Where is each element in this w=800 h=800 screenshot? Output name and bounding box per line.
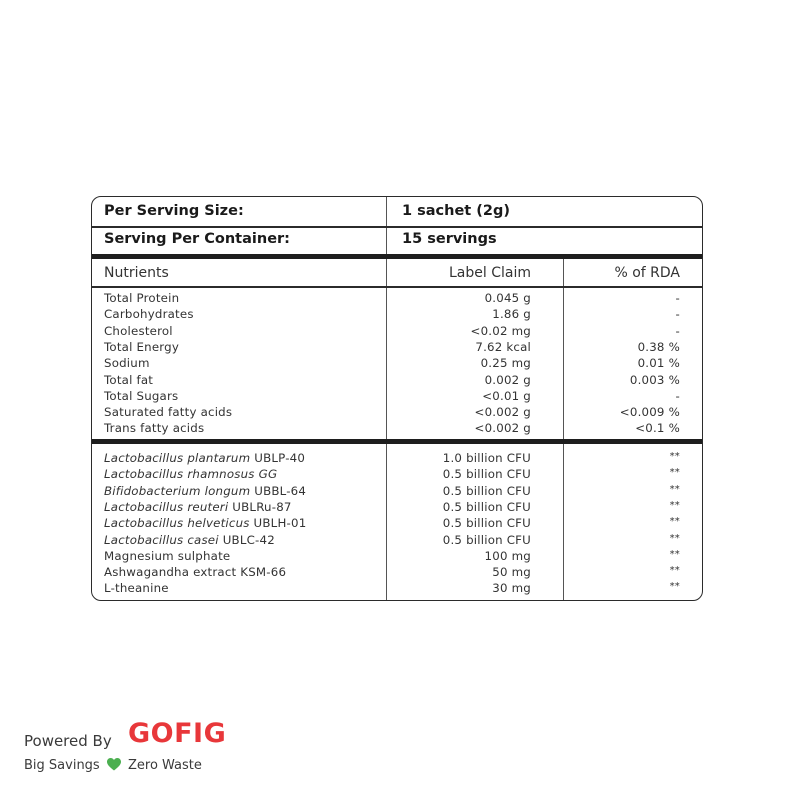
ingredient-claim: 0.5 billion CFU: [442, 467, 531, 482]
ingredient-rda: **: [669, 548, 680, 560]
ingredient-rda: **: [669, 532, 680, 544]
nutrient-claim: 7.62 kcal: [475, 339, 531, 354]
nutrient-name: Sodium: [104, 356, 150, 371]
ingredient-claim: 0.5 billion CFU: [442, 532, 531, 547]
serving-size-value: 1 sachet (2g): [402, 203, 511, 219]
nutrient-rda: 0.38 %: [637, 339, 680, 354]
ingredient-rda: **: [669, 581, 680, 593]
ingredient-name: [104, 549, 230, 563]
ingredient-claim: 100 mg: [484, 548, 531, 563]
ingredient-claim: 50 mg: [492, 565, 531, 580]
ingredient-name-italic: Bifidobacterium longum: [104, 483, 251, 498]
serving-size-label: Per Serving Size:: [104, 203, 244, 219]
nutrient-claim: <0.02 mg: [470, 323, 531, 338]
ingredient-rda: **: [669, 516, 680, 528]
ingredient-name: [104, 451, 305, 465]
nutrient-name: Total fat: [104, 372, 154, 387]
ingredient-name-italic: Lactobacillus rhamnosus GG: [104, 467, 278, 482]
ingredient-name-suffix: UBBL-64: [250, 483, 307, 498]
ingredient-name: [104, 565, 286, 579]
ingredient-claim: 30 mg: [492, 581, 531, 596]
nutrient-name: Total Sugars: [104, 388, 179, 403]
nutrient-name: Saturated fatty acids: [104, 405, 233, 420]
ingredient-name-suffix: UBLP-40: [250, 451, 306, 465]
nutrients-column-header: Nutrients: [104, 265, 169, 281]
nutrient-name: Total Protein: [104, 291, 180, 305]
ingredient-name-italic: Lactobacillus casei: [104, 532, 219, 547]
ingredient-name-italic: Lactobacillus helveticus: [104, 516, 250, 531]
servings-value: 15 servings: [402, 231, 497, 247]
header-divider: [92, 286, 702, 288]
nutrient-claim: 0.002 g: [484, 372, 531, 387]
row-divider: [92, 226, 702, 228]
nutrient-name: Trans fatty acids: [104, 421, 205, 436]
heart-icon: [107, 758, 121, 771]
nutrient-rda: -: [675, 291, 680, 305]
nutrient-claim: 1.86 g: [492, 307, 531, 322]
nutrient-rda: -: [675, 323, 680, 338]
ingredient-name-suffix: L-theanine: [104, 581, 169, 596]
nutrient-rda: 0.01 %: [637, 356, 680, 371]
ingredient-name: [104, 484, 306, 498]
ingredient-name-suffix: Ashwagandha extract KSM-66: [104, 565, 287, 580]
ingredient-claim: 0.5 billion CFU: [442, 516, 531, 531]
ingredient-name-italic: Lactobacillus reuteri: [104, 499, 229, 514]
brand-logo: GOFIG: [128, 718, 227, 749]
powered-by-text: Powered By: [24, 732, 112, 750]
section-divider: [92, 254, 702, 259]
nutrition-facts-table: [91, 196, 703, 601]
nutrient-name: Cholesterol: [104, 323, 173, 338]
servings-label: Serving Per Container:: [104, 231, 290, 247]
ingredient-name-suffix: Magnesium sulphate: [104, 548, 231, 563]
tagline-left: Big Savings: [24, 758, 100, 773]
column-divider-2: [563, 256, 564, 600]
ingredient-name: [104, 516, 306, 530]
ingredient-claim: 1.0 billion CFU: [442, 451, 531, 465]
section-divider: [92, 439, 702, 444]
nutrient-rda: 0.003 %: [629, 372, 680, 387]
nutrient-rda: <0.1 %: [635, 421, 680, 436]
ingredient-rda: **: [669, 565, 680, 577]
nutrient-rda: -: [675, 388, 680, 403]
nutrient-name: Carbohydrates: [104, 307, 194, 322]
ingredient-claim: 0.5 billion CFU: [442, 483, 531, 498]
nutrient-claim: <0.01 g: [482, 388, 531, 403]
nutrient-rda: <0.009 %: [619, 405, 680, 420]
ingredient-name-suffix: UBLC-42: [218, 532, 275, 547]
ingredient-name: [104, 467, 277, 481]
ingredient-rda: **: [669, 451, 680, 462]
nutrient-claim: 0.25 mg: [480, 356, 531, 371]
nutrient-name: Total Energy: [104, 339, 180, 354]
nutrient-rda: -: [675, 307, 680, 322]
ingredient-name: [104, 581, 169, 595]
ingredient-rda: **: [669, 467, 680, 479]
ingredient-rda: **: [669, 483, 680, 495]
brand-tagline: [24, 758, 202, 773]
ingredient-name-italic: Lactobacillus plantarum: [104, 451, 251, 465]
tagline-right: Zero Waste: [127, 758, 202, 773]
rda-column-header: % of RDA: [614, 265, 680, 281]
ingredient-rda: **: [669, 499, 680, 511]
ingredient-name-suffix: UBLH-01: [249, 516, 307, 531]
nutrient-claim: <0.002 g: [474, 405, 531, 420]
label-claim-column-header: Label Claim: [449, 265, 531, 281]
nutrient-claim: <0.002 g: [474, 421, 531, 436]
nutrient-claim: 0.045 g: [484, 291, 531, 305]
ingredient-name-suffix: UBLRu-87: [228, 499, 292, 514]
ingredient-name: [104, 533, 275, 547]
ingredient-name: [104, 500, 292, 514]
ingredient-claim: 0.5 billion CFU: [442, 499, 531, 514]
